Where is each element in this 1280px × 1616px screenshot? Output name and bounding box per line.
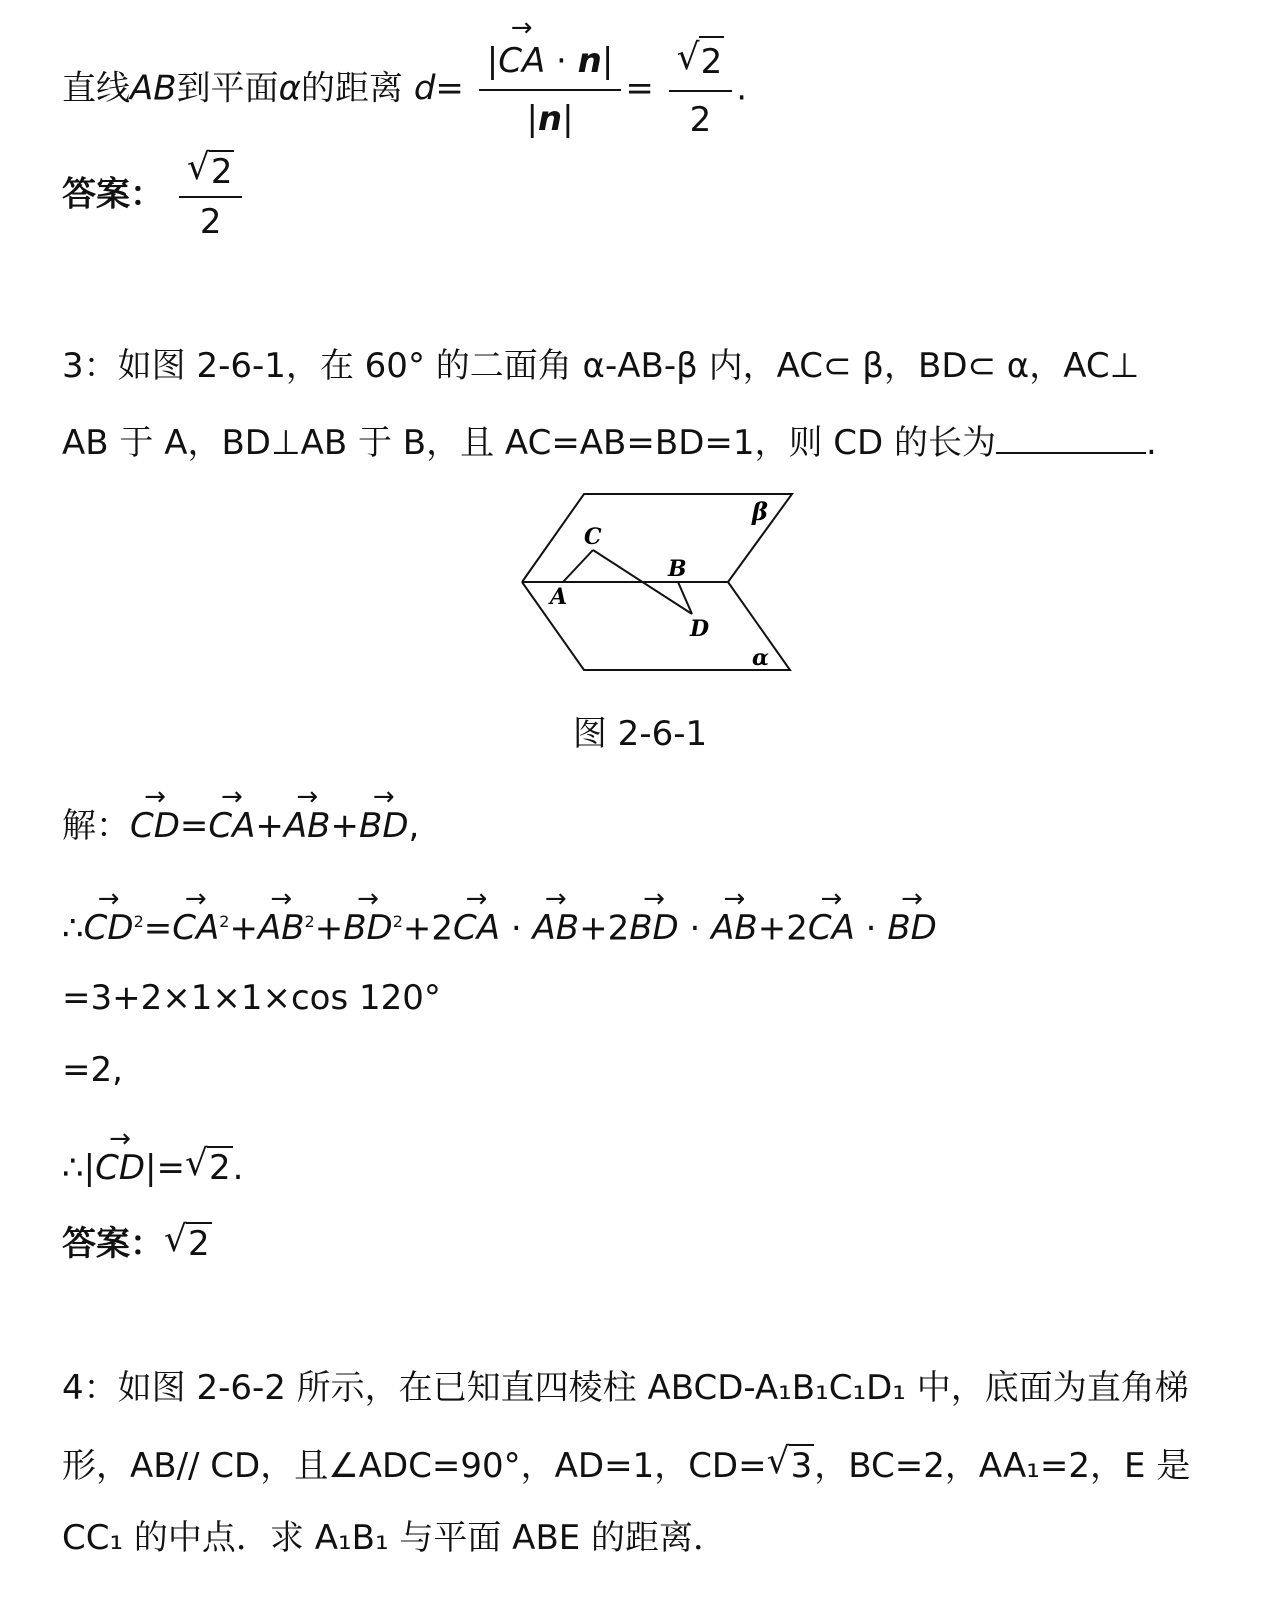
label-d: D [690,616,710,642]
fraction-numerator: | → CA · n| [479,37,622,89]
result-fraction: √ 2 2 [669,36,733,144]
vector-ca: → CA [208,782,256,846]
solution-3-line-5: ∴| → CD|= √ 2. [62,1124,244,1188]
vector-ab: → AB [283,782,331,846]
text-d: d [413,68,436,109]
answer-3: 答案： √ 2 [62,1219,210,1264]
fraction-denominator: |n| [479,89,622,143]
figure-caption: 图 2-6-1 [572,714,708,754]
question-4-line-3: CC₁ 的中点．求 A₁B₁ 与平面 ABE 的距离． [62,1518,728,1558]
question-3-line-2: AB 于 A，BD⊥AB 于 B，且 AC=AB=BD=1，则 CD 的长为 . [62,423,1157,463]
text-eq: = [435,68,464,109]
solution-3-line-3: =3+2×1×1×cos 120° [62,978,441,1018]
segment-ac [563,550,593,582]
answer-1 [62,147,246,242]
solution-3-line-2: ∴ → $CD^2=$ → $CA^2+$ → $AB^2+$ → $BD^2+2$ → CA · → AB+2 → BD · → AB+2 → CA · → BD [62,884,937,949]
text-alpha: α [278,68,302,109]
question-4-line-1: 4：如图 2-6-2 所示，在已知直四棱柱 ABCD-A₁B₁C₁D₁ 中，底面为直角梯 [62,1368,1189,1408]
label-beta: β [752,497,768,526]
label-a: A [550,584,568,610]
question-4-line-2: 形，AB// CD，且∠ADC=90°，AD=1，CD= √ 3，BC=2，AA₁=2，E 是 [62,1441,1191,1486]
distance-formula-line: 直线AB到平面α的距离 d= | → CA · n| |n| = √ 2 2 . [62,36,747,144]
distance-fraction [479,13,622,143]
text-mid: 到平面 [176,68,279,109]
label-c: C [584,524,602,550]
text-prefix: 直线 [62,68,130,109]
question-3-line-1: 3：如图 2-6-1，在 60° 的二面角 α-AB-β 内，AC⊂ β，BD⊂ α，AC⊥ [62,346,1140,386]
answer-label: 答案： [62,174,164,215]
vector-bd: → BD [359,782,409,846]
label-alpha: α [752,645,769,671]
solution-3-line-1: 解： → CD= → CA+ → AB+ → BD, [62,782,420,846]
text-ab: AB [130,68,177,109]
sqrt-symbol: √ 2 [677,36,725,86]
vector-ca: → CA [498,13,546,81]
answer-fraction: √ 2 2 [179,150,243,242]
text-eq2: = [625,68,654,109]
label-b: B [668,556,687,582]
vector-cd: → CD [130,782,180,846]
answer-blank [996,422,1146,454]
dihedral-figure [0,490,1280,690]
solution-3-line-4: =2, [62,1050,123,1090]
text-tail: 的距离 [301,68,404,109]
